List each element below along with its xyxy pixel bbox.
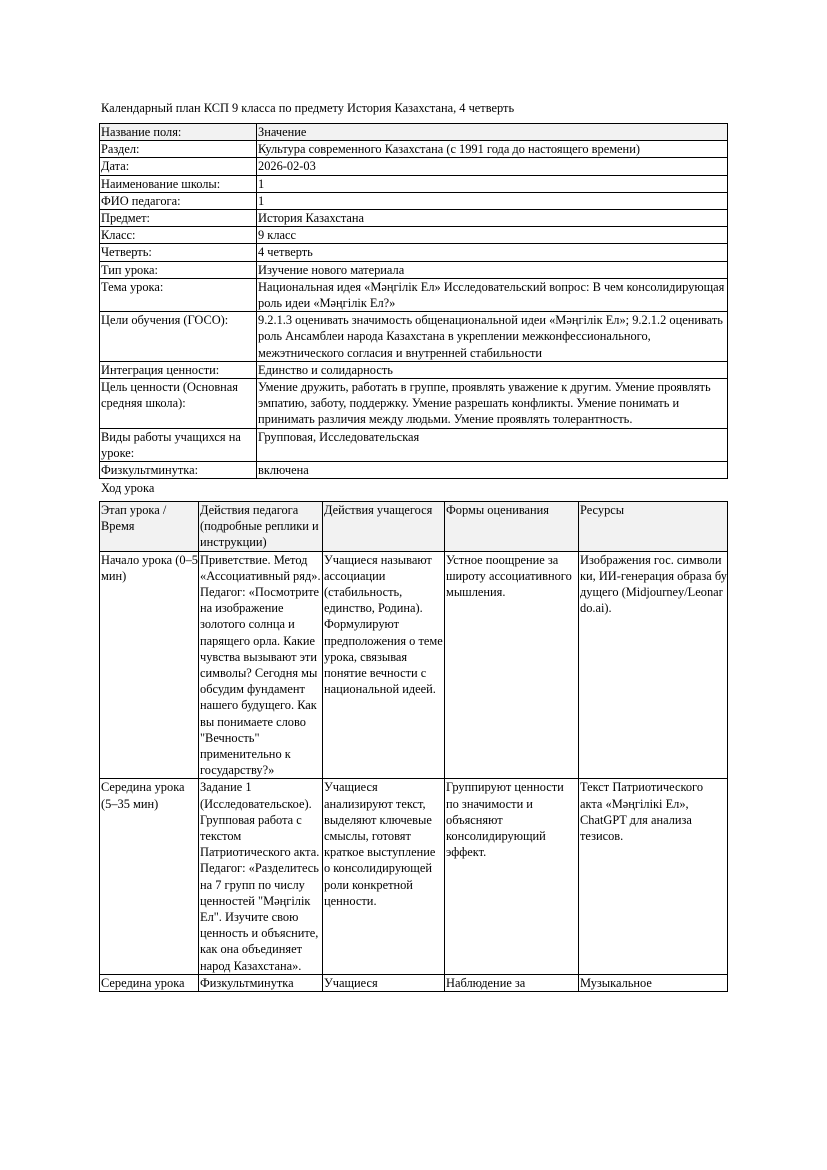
info-row-topic: [100, 278, 728, 311]
info-value: 4 четверть: [257, 244, 728, 261]
info-value: 1: [257, 175, 728, 192]
resources-cell: Текст Патриотического акта «Мәңгілікі Ел», ChatGPT для анализа тезисов.: [579, 779, 728, 974]
teacher-cell: Приветствие. Метод «Ассоциативный ряд». Педагог: «Посмотрите на изображение золотого солнца и парящего орла. Какие чувства вызывают эти символы? Сегодня мы обсудим фундамент нашего будущего. Как вы понимаете слово "Вечность" применительно к государству?»: [200, 552, 321, 778]
info-row-physical-break: [100, 462, 728, 479]
resources-cell: Изображения гос. символики, ИИ-генерация образа будущего (Midjourney/Leonardo.ai).: [579, 551, 728, 779]
info-row-quarter: [100, 244, 728, 261]
assessment-cell: Устное поощрение за широту ассоциативного мышления.: [445, 551, 579, 779]
info-row-work-types: [100, 428, 728, 461]
stage-cell: Середина урока: [100, 974, 199, 991]
info-value: включена: [257, 462, 728, 479]
lesson-row-middle-break: [100, 974, 728, 991]
info-field: Цель ценности (Основная средняя школа):: [100, 379, 257, 429]
lesson-info-table: [99, 123, 728, 479]
info-value: Культура современного Казахстана (с 1991 года до настоящего времени): [257, 141, 728, 158]
header-resources: Ресурсы: [579, 502, 728, 552]
info-value: Единство и солидарность: [257, 361, 728, 378]
info-field: Тип урока:: [100, 261, 257, 278]
info-field: Тема урока:: [100, 278, 257, 311]
info-row-subject: [100, 210, 728, 227]
info-row-value-integration: [100, 361, 728, 378]
info-row-teacher: [100, 192, 728, 209]
info-value: Национальная идея «Мәңгілік Ел» Исследовательский вопрос: В чем консолидирующая роль идеи «Мәңгілік Ел?»: [257, 278, 728, 311]
info-row-value-goal: [100, 379, 728, 429]
student-cell: Учащиеся анализируют текст, выделяют ключевые смыслы, готовят краткое выступление о консолидирующей роли конкретной ценности.: [323, 779, 445, 974]
info-field: Предмет:: [100, 210, 257, 227]
header-student-actions: Действия учащегося: [323, 502, 445, 552]
info-row-lesson-type: [100, 261, 728, 278]
info-row-objectives: [100, 312, 728, 362]
info-value-header: Значение: [257, 124, 728, 141]
info-field: Дата:: [100, 158, 257, 175]
info-value: 9 класс: [257, 227, 728, 244]
lesson-row-middle: [100, 779, 728, 974]
document-title: Календарный план КСП 9 класса по предмету История Казахстана, 4 четверть: [101, 101, 515, 115]
info-value: Групповая, Исследовательская: [257, 428, 728, 461]
info-field: Раздел:: [100, 141, 257, 158]
info-field: ФИО педагога:: [100, 192, 257, 209]
lesson-progress-table: [99, 501, 728, 992]
stage-cell: Начало урока (0–5 мин): [100, 551, 199, 779]
info-field: Класс:: [100, 227, 257, 244]
info-value: 9.2.1.3 оценивать значимость общенациональной идеи «Мәңгілік Ел»; 9.2.1.2 оценивать роль Ансамблеи народа Казахстана в укреплении межконфессионального, межэтнического согласия и внутренней стабильности: [257, 312, 728, 362]
lesson-progress-heading: Ход урока: [101, 481, 155, 495]
header-stage: Этап урока / Время: [100, 502, 199, 552]
stage-cell: Середина урока (5–35 мин): [100, 779, 199, 974]
info-row-school: [100, 175, 728, 192]
info-value: История Казахстана: [257, 210, 728, 227]
info-value: 1: [257, 192, 728, 209]
header-assessment: Формы оценивания: [445, 502, 579, 552]
assessment-cell: Группируют ценности по значимости и объясняют консолидирующий эффект.: [445, 779, 579, 974]
info-field-header: Название поля:: [100, 124, 257, 141]
info-field: Четверть:: [100, 244, 257, 261]
info-value: 2026-02-03: [257, 158, 728, 175]
info-row-section: [100, 141, 728, 158]
resources-cell: Музыкальное: [579, 974, 728, 991]
lesson-header-row: [100, 502, 728, 552]
info-field: Цели обучения (ГОСО):: [100, 312, 257, 362]
info-value: Изучение нового материала: [257, 261, 728, 278]
student-cell: Учащиеся: [323, 974, 445, 991]
info-field: Виды работы учащихся на уроке:: [100, 428, 257, 461]
info-header-row: [100, 124, 728, 141]
info-field: Физкультминутка:: [100, 462, 257, 479]
teacher-cell: Задание 1 (Исследовательское). Групповая работа с текстом Патриотического акта. Педагог: «Разделитесь на 7 групп по числу ценностей "Мәңгілік Ел". Изучите свою ценность и объясните, как она объединяет народ Казахстана».: [199, 779, 323, 974]
info-row-grade: [100, 227, 728, 244]
info-value: Умение дружить, работать в группе, проявлять уважение к другим. Умение проявлять эмпатию, заботу, поддержку. Умение разрешать конфликты. Умение понимать и принимать различия между людьми. Умение проявлять толерантность.: [257, 379, 728, 429]
info-field: Интеграция ценности:: [100, 361, 257, 378]
teacher-cell: Физкультминутка: [199, 974, 323, 991]
assessment-cell: Наблюдение за: [445, 974, 579, 991]
info-field: Наименование школы:: [100, 175, 257, 192]
lesson-row-start: [100, 551, 728, 779]
student-cell: Учащиеся называют ассоциации (стабильность, единство, Родина). Формулируют предположения о теме урока, связывая понятие вечности с национальной идеей.: [323, 551, 445, 779]
info-row-date: [100, 158, 728, 175]
header-teacher-actions: Действия педагога (подробные реплики и инструкции): [199, 502, 323, 552]
